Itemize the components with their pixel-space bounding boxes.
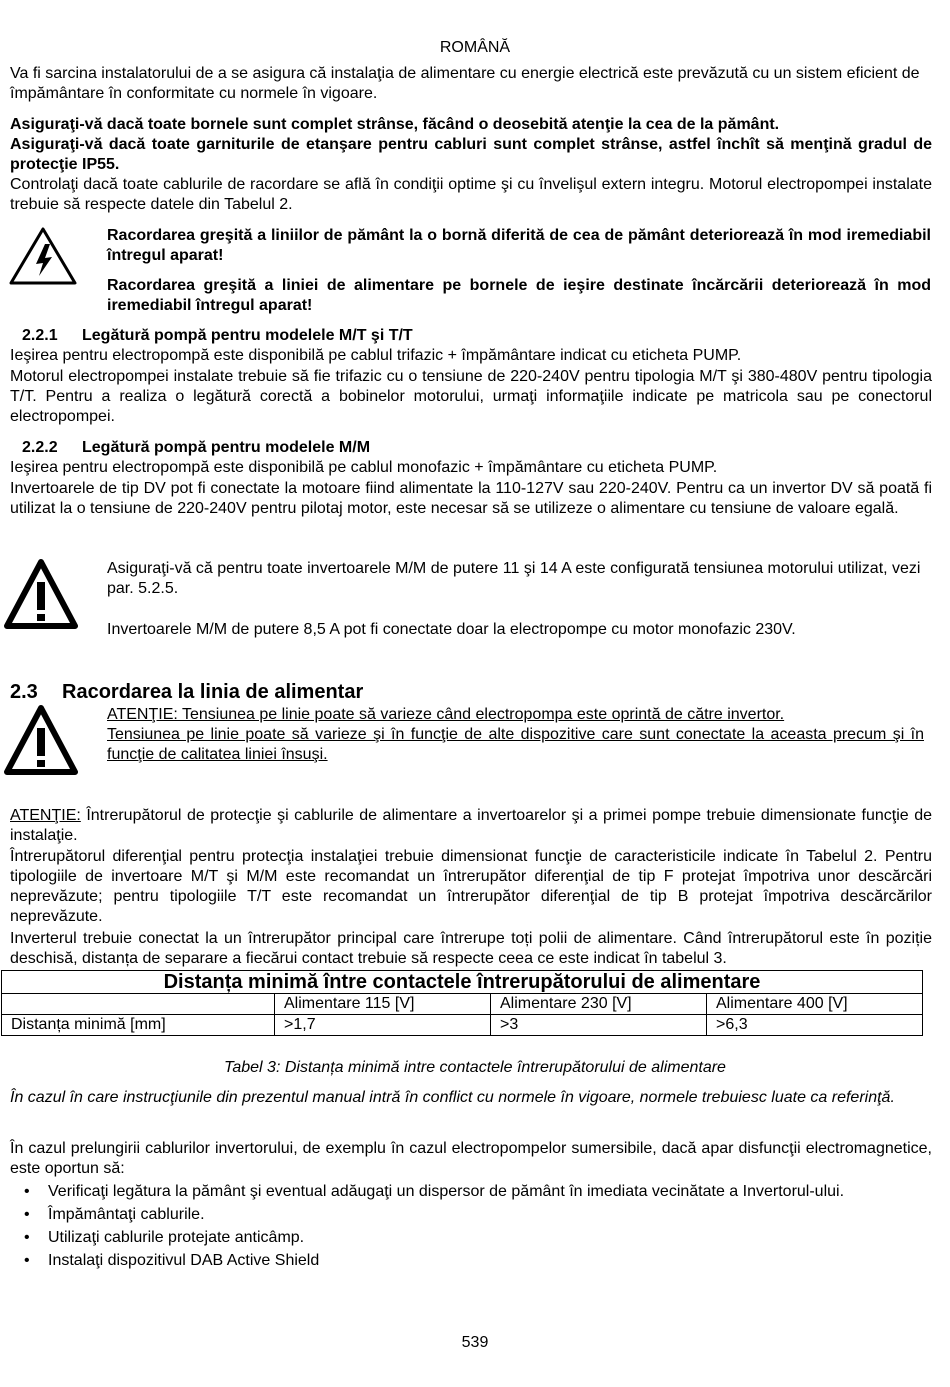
mm-voltage-warning: Asiguraţi-vă că pentru toate invertoarele M/M de putere 11 şi 14 A este configurată tensiunea motorului utilizat, vezi par. 5.2.5.	[107, 560, 921, 597]
distance-table	[1, 970, 923, 1036]
section-222-number: 2.2.2	[22, 439, 58, 456]
list-item-text: Verificaţi legătura la pământ şi eventual adăugaţi un dispersor de pământ în imediata vecinătate a Invertorul-ului.	[48, 1183, 845, 1200]
electric-hazard-icon	[8, 226, 78, 292]
table-header-cell: Alimentare 230 [V]	[491, 994, 707, 1015]
attention-text: Întrerupătorul de protecţie şi cablurile de alimentare a invertoarelor şi a primei pompe trebuie dimensionate funcţie de instalaţie.	[10, 807, 932, 844]
gaskets-tight-notice: Asiguraţi-vă dacă toate garniturile de etanşare pentru cabluri sunt complet strânse, astfel închît să menţină gradul de protecţie IP55.	[10, 136, 932, 173]
section-222-p2: Invertoarele de tip DV pot fi conectate la motoare fiind alimentate la 110-127V sau 220-240V. Pentru ca un invertor DV să poată fi utilizat la o tensiune de 220-240V pentru pilotaj motor, este necesar să se utilizeze o alimentare cu tensiune de valoare egală.	[10, 480, 932, 517]
terminals-tight-notice: Asiguraţi-vă dacă toate bornele sunt complet strânse, făcând o deosebită atenţie la cea de la pământ.	[10, 116, 780, 133]
table-title: Distanța minimă între contactele întrerupătorului de alimentare	[2, 971, 923, 994]
table-cell: Distanța minimă [mm]	[2, 1015, 275, 1036]
bullet-icon: •	[24, 1183, 30, 1200]
section-221-number: 2.2.1	[22, 327, 58, 344]
table-header-row	[2, 994, 923, 1015]
table-cell: >1,7	[275, 1015, 491, 1036]
bullet-icon: •	[24, 1206, 30, 1223]
table-header-cell: Alimentare 400 [V]	[707, 994, 923, 1015]
line-voltage-warning-2: Tensiunea pe linie poate să varieze şi în funcţie de alte dispozitive care sunt conectate la aceasta precum şi în funcţie de calitatea liniei însuşi.	[107, 726, 924, 763]
warning-triangle-icon	[3, 558, 79, 636]
section-221-title: Legătură pompă pentru modelele M/T şi T/T	[82, 327, 413, 344]
emc-intro: În cazul prelungirii cablurilor invertorului, de exemplu în cazul electropompelor sumersibile, dacă apar disfuncţii electromagnetice, este oportun să:	[10, 1140, 932, 1177]
list-item-text: Instalaţi dispozitivul DAB Active Shield	[48, 1252, 320, 1269]
main-switch-paragraph: Inverterul trebuie conectat la un întrerupător principal care întrerupe toți polii de alimentare. Când întrerupătorul este în poziție deschisă, distanța de separare a fiecărui contact trebuie să respecte ceea ce este indicat în tabelul 3.	[10, 930, 932, 967]
bullet-icon: •	[24, 1252, 30, 1269]
table-cell: >6,3	[707, 1015, 923, 1036]
intro-paragraph: Va fi sarcina instalatorului de a se asigura că instalaţia de alimentare cu energie electrică este prevăzută cu un sistem eficient de împământare în conformitate cu normele în vigoare.	[10, 65, 920, 102]
list-item-text: Împământaţi cablurile.	[48, 1206, 205, 1223]
section-23-heading	[10, 682, 363, 702]
table-header-cell	[2, 994, 275, 1015]
differential-paragraph: Întrerupătorul diferenţial pentru protecţia instalaţiei trebuie dimensionat funcţie de caracteristicile indicate în Tabelul 2. Pentru tipologiile de invertoare M/T şi M/M este recomandat un întrerupător diferenţial de tip F protejat împotriva unor descărcări neprevăzute; pentru tipologiile T/T este recomandat un întrerupător diferenţial de tip B protejat împotriva descărcărilor neprevăzute.	[10, 848, 932, 925]
attention-label: ATENŢIE:	[10, 807, 81, 824]
section-221-heading	[22, 326, 413, 346]
section-222-title: Legătură pompă pentru modelele M/M	[82, 439, 371, 456]
line-voltage-warning-1: ATENŢIE: Tensiunea pe linie poate să varieze când electropompa este oprintă de către invertor.	[107, 706, 785, 723]
list-item	[10, 1203, 930, 1226]
ground-wiring-warning: Racordarea greşită a liniilor de pământ la o bornă diferită de cea de pământ deteriorează în mod iremediabil întregul aparat!	[107, 227, 931, 264]
mm-85a-warning: Invertoarele M/M de putere 8,5 A pot fi conectate doar la electropompe cu motor monofazic 230V.	[107, 621, 796, 638]
emc-list	[10, 1180, 930, 1272]
language-header: ROMÂNĂ	[439, 39, 511, 56]
conflict-note: În cazul în care instrucţiunile din prezentul manual intră în conflict cu normele în vigoare, normele trebuiesc luate ca referinţă.	[10, 1089, 895, 1106]
table-header-cell: Alimentare 115 [V]	[275, 994, 491, 1015]
section-23-number: 2.3	[10, 681, 38, 703]
list-item	[10, 1180, 930, 1203]
bullet-icon: •	[24, 1229, 30, 1246]
list-item	[10, 1249, 930, 1272]
section-23-title: Racordarea la linia de alimentar	[62, 681, 364, 703]
table-cell: >3	[491, 1015, 707, 1036]
list-item	[10, 1226, 930, 1249]
page-number: 539	[461, 1334, 489, 1351]
list-item-text: Utilizaţi cablurile protejate anticâmp.	[48, 1229, 305, 1246]
section-222-heading	[22, 438, 370, 458]
warning-triangle-icon	[3, 704, 79, 782]
section-222-p1: Ieşirea pentru electropompă este disponibilă pe cablul monofazic + împământare cu eticheta PUMP.	[10, 459, 718, 476]
table-row	[2, 1015, 923, 1036]
check-cables-paragraph: Controlaţi dacă toate cablurile de racordare se află în condiţii optime şi cu învelişul extern integru. Motorul electropompei instalate trebuie să respecte datele din Tabelul 2.	[10, 176, 932, 213]
power-wiring-warning: Racordarea greşită a liniei de alimentare pe bornele de ieşire destinate încărcării deteriorează în mod iremediabil întregul aparat!	[107, 277, 931, 314]
attention-paragraph	[10, 806, 932, 846]
section-221-p2: Motorul electropompei instalate trebuie să fie trifazic cu o tensiune de 220-240V pentru tipologia M/T şi 380-480V pentru tipologia T/T. Pentru a realiza o legătură corectă a bobinelor motorului, urmaţi informaţiile indicate pe matricola sau pe conectorul electropompei.	[10, 368, 932, 425]
table-caption: Tabel 3: Distanța minimă intre contactele întrerupătorului de alimentare	[224, 1059, 726, 1076]
section-221-p1: Ieşirea pentru electropompă este disponibilă pe cablul trifazic + împământare indicat cu eticheta PUMP.	[10, 347, 742, 364]
